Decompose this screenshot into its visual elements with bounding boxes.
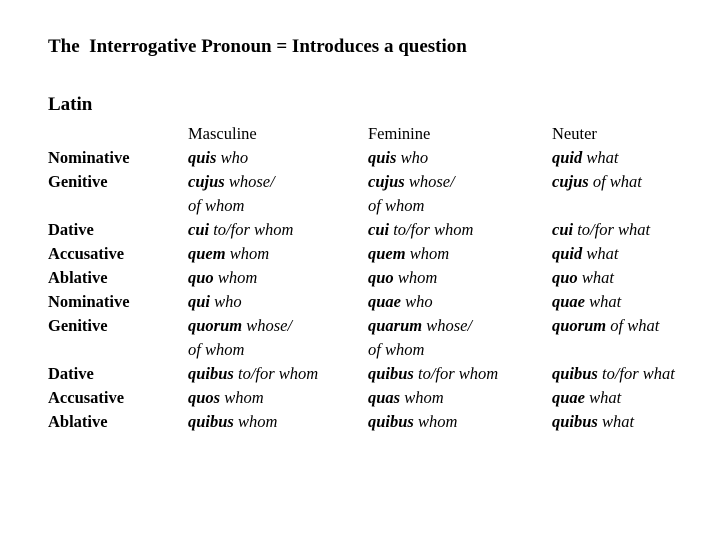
cell-masculine: [188, 290, 242, 314]
case-label: Accusative: [48, 244, 125, 263]
pronoun-form: quis: [368, 148, 397, 167]
pronoun-form: quibus: [188, 364, 234, 383]
pronoun-form: quos: [188, 388, 221, 407]
pronoun-gloss: to/for whom: [237, 364, 319, 383]
cell-neuter: [552, 170, 642, 194]
pronoun-form: cujus: [188, 172, 225, 191]
pronoun-form: quid: [552, 148, 583, 167]
pronoun-gloss: what: [581, 268, 614, 287]
pronoun-gloss: whose/: [408, 172, 455, 191]
pronoun-gloss: whom: [217, 268, 258, 287]
pronoun-gloss: of whom: [368, 196, 425, 215]
cell-masculine: [188, 194, 244, 218]
pronoun-form: quo: [552, 268, 578, 287]
cell-masculine: [188, 410, 277, 434]
cell-feminine: [368, 290, 433, 314]
cell-neuter: [552, 314, 659, 338]
cell-masculine: [188, 146, 248, 170]
pronoun-gloss: to/for whom: [393, 220, 474, 239]
pronoun-form: quae: [552, 388, 585, 407]
pronoun-gloss: whose/: [426, 316, 473, 335]
cell-masculine: [188, 386, 264, 410]
header-feminine: Feminine: [368, 124, 431, 143]
pronoun-form: quo: [368, 268, 394, 287]
case-label: Ablative: [48, 268, 108, 287]
pronoun-form: quibus: [552, 364, 598, 383]
pronoun-gloss: of what: [610, 316, 660, 335]
case-label: Accusative: [48, 388, 125, 407]
pronoun-gloss: to/for whom: [417, 364, 499, 383]
cell-feminine: [368, 410, 457, 434]
pronoun-form: quorum: [552, 316, 607, 335]
pronoun-gloss: whose/: [228, 172, 275, 191]
pronoun-gloss: whom: [417, 412, 458, 431]
cell-masculine: [188, 266, 257, 290]
pronoun-gloss: who: [400, 148, 429, 167]
case-label: Ablative: [48, 412, 108, 431]
cell-feminine: [368, 170, 455, 194]
pronoun-form: cujus: [552, 172, 589, 191]
pronoun-gloss: whom: [237, 412, 278, 431]
pronoun-form: cui: [552, 220, 574, 239]
cell-neuter: [552, 242, 618, 266]
cell-feminine: [368, 194, 424, 218]
section-subtitle: Latin: [48, 94, 93, 115]
cell-feminine: [368, 338, 424, 362]
cell-neuter: [552, 410, 634, 434]
cell-masculine: [188, 314, 292, 338]
pronoun-gloss: to/for whom: [213, 220, 294, 239]
pronoun-form: quibus: [368, 412, 414, 431]
case-label: Dative: [48, 220, 94, 239]
pronoun-gloss: whom: [404, 388, 444, 407]
case-label: Genitive: [48, 316, 108, 335]
pronoun-gloss: whom: [224, 388, 264, 407]
pronoun-form: quem: [188, 244, 226, 263]
cell-feminine: [368, 146, 428, 170]
pronoun-gloss: of whom: [368, 340, 425, 359]
pronoun-form: cujus: [368, 172, 405, 191]
pronoun-form: cui: [188, 220, 210, 239]
pronoun-gloss: what: [589, 292, 622, 311]
cell-masculine: [188, 170, 275, 194]
pronoun-form: qui: [188, 292, 211, 311]
pronoun-form: quibus: [188, 412, 234, 431]
pronoun-gloss: to/for what: [577, 220, 651, 239]
pronoun-form: quarum: [368, 316, 423, 335]
pronoun-form: quae: [552, 292, 585, 311]
pronoun-form: quo: [188, 268, 214, 287]
cell-neuter: [552, 146, 618, 170]
cell-neuter: [552, 362, 675, 386]
header-neuter: Neuter: [552, 124, 597, 143]
cell-neuter: [552, 386, 621, 410]
case-label: Nominative: [48, 292, 130, 311]
pronoun-gloss: to/for what: [601, 364, 675, 383]
pronoun-gloss: of whom: [188, 340, 245, 359]
cell-feminine: [368, 362, 498, 386]
cell-neuter: [552, 266, 614, 290]
pronoun-form: quis: [188, 148, 217, 167]
cell-feminine: [368, 218, 473, 242]
cell-neuter: [552, 290, 621, 314]
pronoun-form: cui: [368, 220, 390, 239]
pronoun-gloss: of whom: [188, 196, 245, 215]
cell-neuter: [552, 218, 650, 242]
pronoun-gloss: what: [601, 412, 635, 431]
header-masculine: Masculine: [188, 124, 257, 143]
cell-masculine: [188, 242, 269, 266]
pronoun-gloss: whom: [397, 268, 438, 287]
pronoun-form: quibus: [552, 412, 598, 431]
cell-masculine: [188, 338, 244, 362]
pronoun-gloss: what: [586, 148, 619, 167]
pronoun-form: quem: [368, 244, 406, 263]
pronoun-form: quas: [368, 388, 401, 407]
cell-feminine: [368, 314, 472, 338]
cell-masculine: [188, 362, 318, 386]
cell-masculine: [188, 218, 293, 242]
case-label: Nominative: [48, 148, 130, 167]
page-title: The Interrogative Pronoun = Introduces a question: [48, 36, 467, 57]
pronoun-form: quibus: [368, 364, 414, 383]
pronoun-gloss: whose/: [246, 316, 293, 335]
pronoun-form: quid: [552, 244, 583, 263]
cell-feminine: [368, 266, 437, 290]
cell-feminine: [368, 386, 444, 410]
pronoun-gloss: what: [589, 388, 622, 407]
pronoun-gloss: whom: [229, 244, 270, 263]
cell-feminine: [368, 242, 449, 266]
case-label: Dative: [48, 364, 94, 383]
pronoun-form: quorum: [188, 316, 243, 335]
pronoun-gloss: whom: [409, 244, 450, 263]
pronoun-gloss: of what: [592, 172, 642, 191]
pronoun-form: quae: [368, 292, 401, 311]
pronoun-gloss: who: [405, 292, 433, 311]
pronoun-gloss: who: [220, 148, 249, 167]
pronoun-gloss: what: [586, 244, 619, 263]
pronoun-gloss: who: [214, 292, 242, 311]
case-label: Genitive: [48, 172, 108, 191]
